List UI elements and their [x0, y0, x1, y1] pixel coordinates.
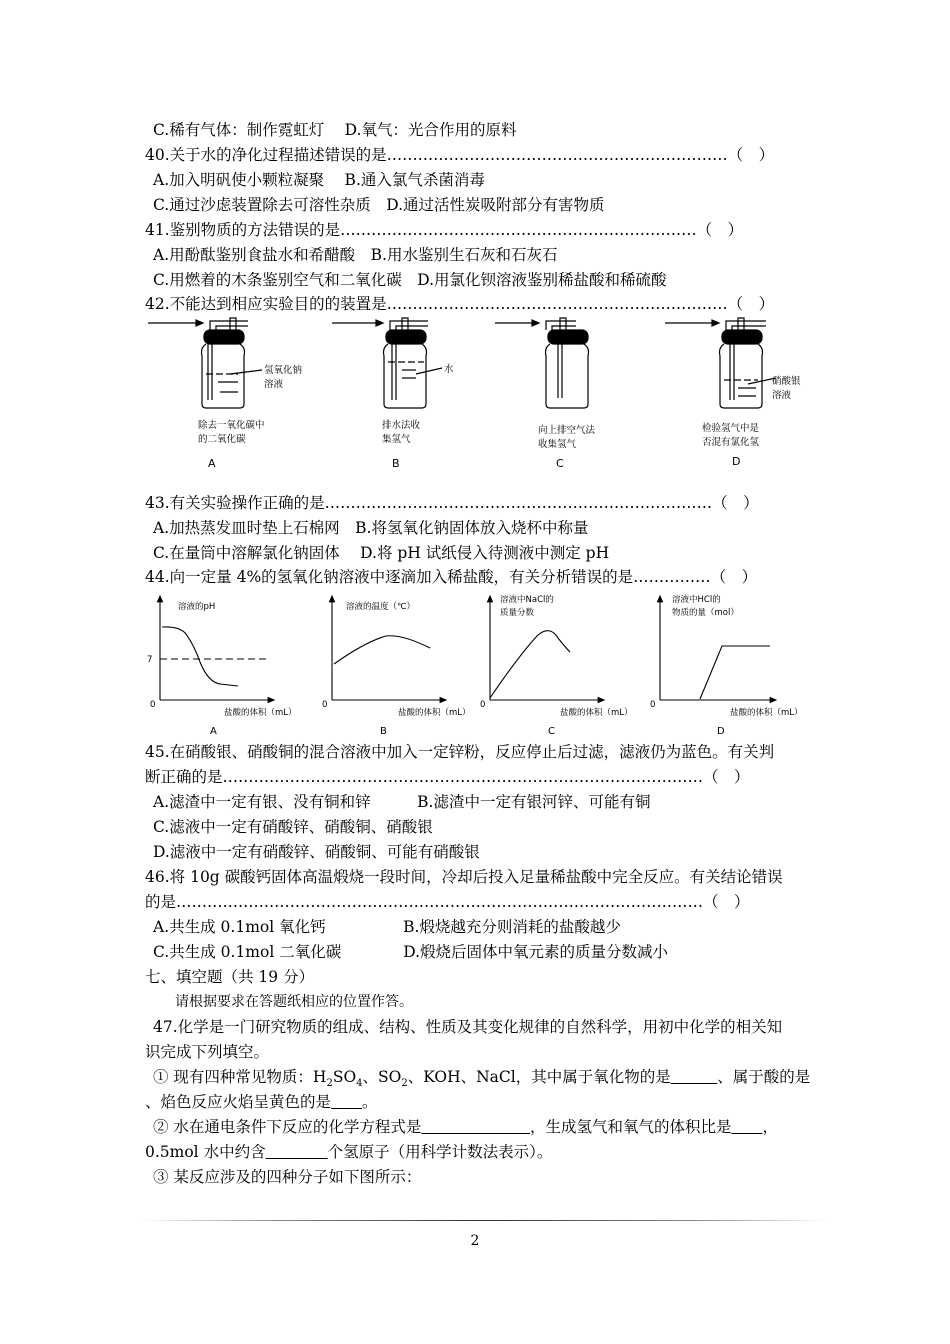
device-b-liquid: 水 [444, 364, 454, 375]
graph-d-origin: 0 [650, 700, 656, 710]
q45-stem-cont: 断正确的是…………………………………………………………………………………（ ） [145, 768, 750, 786]
q46-options-cd: C.共生成 0.1mol 二氧化碳 D.煅烧后固体中氧元素的质量分数减小 [153, 943, 669, 961]
device-a-caption2: 的二氧化碳 [198, 434, 246, 445]
q42-apparatus-figure [140, 312, 820, 477]
q41-options-cd: C.用燃着的木条鉴别空气和二氧化碳 D.用氯化钡溶液鉴别稀盐酸和稀硫酸 [153, 271, 667, 289]
q47-part2: ② 水在通电条件下反应的化学方程式是 ，生成氢气和氧气的体积比是 ， [153, 1118, 778, 1136]
blank-equation[interactable] [421, 1118, 530, 1136]
q43-options-cd: C.在量筒中溶解氯化钠固体 D.将 pH 试纸侵入待测液中测定 pH [153, 544, 610, 562]
graph-a-origin: 0 [150, 700, 156, 710]
q45-options-ab: A.滤渣中一定有银、没有铜和锌 B.滤渣中一定有银河锌、可能有铜 [153, 793, 651, 811]
device-a-liquid2: 溶液 [264, 379, 284, 390]
graph-c-curve [490, 631, 570, 698]
q45-stem: 45.在硝酸银、硝酸铜的混合溶液中加入一定锌粉，反应停止后过滤，滤液仍为蓝色。有关判 [145, 743, 775, 761]
graph-b-ylabel: 溶液的温度（℃） [346, 602, 416, 612]
graph-a-xlabel: 盐酸的体积（mL） [224, 708, 297, 718]
footer-rule [140, 1220, 830, 1221]
q47-stem: 47.化学是一门研究物质的组成、结构、性质及其变化规律的自然科学，用初中化学的相关知 [153, 1018, 783, 1036]
device-a-liquid: 氢氧化钠 [264, 365, 303, 376]
q42-stem: 42.不能达到相应实验目的的装置是…………………………………………………………（ ） [145, 295, 775, 313]
q46-options-ab: A.共生成 0.1mol 氧化钙 B.煅烧越充分则消耗的盐酸越少 [153, 918, 621, 936]
q47-part1: ① 现有四种常见物质：$H_2SO_4$、$SO_2$、KOH、NaCl，其中属于氧化物的是 、属于酸的是 [153, 1068, 811, 1090]
graph-b-curve [334, 636, 430, 664]
graph-b-origin: 0 [322, 700, 328, 710]
device-d-caption2: 否混有氯化氢 [702, 437, 760, 448]
graph-d-ylabel: 溶液中HCl的 [672, 595, 721, 605]
q39-options-cd: C.稀有气体：制作霓虹灯 D.氧气：光合作用的原料 [153, 121, 517, 139]
device-c [495, 318, 589, 408]
device-b-caption2: 集氢气 [382, 434, 411, 445]
q47-part3: ③ 某反应涉及的四种分子如下图所示： [153, 1168, 422, 1186]
device-b [332, 318, 442, 408]
blank-atoms[interactable] [266, 1143, 328, 1161]
q40-options-cd: C.通过沙虑装置除去可溶性杂质 D.通过活性炭吸附部分有害物质 [153, 196, 605, 214]
q47-part1-cont: 、焰色反应火焰呈黄色的是 。 [145, 1093, 378, 1111]
q44-graphs-figure [140, 590, 820, 740]
device-d-letter: D [732, 455, 741, 468]
q43-options-ab: A.加热蒸发皿时垫上石棉网 B.将氢氧化钠固体放入烧杯中称量 [153, 519, 589, 537]
graph-c-xlabel: 盐酸的体积（mL） [560, 708, 633, 718]
device-d-liquid: 硝酸银 [772, 376, 801, 387]
blank-flame[interactable] [331, 1093, 362, 1111]
q43-stem: 43.有关实验操作正确的是…………………………………………………………………（ ） [145, 494, 759, 512]
q40-options-ab: A.加入明矾使小颗粒凝聚 B.通入氯气杀菌消毒 [153, 171, 485, 189]
device-a [148, 318, 262, 408]
graph-d-letter: D [717, 726, 725, 737]
page-number: 2 [470, 1233, 480, 1249]
q47-stem-cont: 识完成下列填空。 [145, 1043, 270, 1061]
device-c-letter: C [556, 457, 564, 470]
device-a-letter: A [208, 457, 216, 470]
graph-d-ylabel2: 物质的量（mol） [672, 608, 739, 618]
graph-c-origin: 0 [480, 700, 486, 710]
graph-c-letter: C [548, 726, 555, 737]
device-b-caption1: 排水法收 [382, 420, 421, 431]
graph-b-letter: B [380, 726, 387, 737]
section-7-title: 七、填空题（共 19 分） [145, 968, 315, 986]
q44-stem: 44.向一定量 4%的氢氧化钠溶液中逐滴加入稀盐酸，有关分析错误的是……………（ ） [145, 568, 758, 586]
q45-option-d: D.滤液中一定有硝酸锌、硝酸铜、可能有硝酸银 [153, 843, 480, 861]
device-d-caption1: 检验氢气中是 [702, 423, 760, 434]
blank-oxide[interactable] [671, 1068, 718, 1086]
q46-stem-cont: 的是…………………………………………………………………………………………（ ） [145, 893, 750, 911]
graph-a-ylabel: 溶液的pH [178, 602, 216, 612]
q41-options-ab: A.用酚酞鉴别食盐水和希醋酸 B.用水鉴别生石灰和石灰石 [153, 246, 558, 264]
q40-stem: 40.关于水的净化过程描述错误的是…………………………………………………………（ ） [145, 146, 775, 164]
graph-d-curve [700, 646, 770, 699]
graph-a-curve [162, 627, 238, 686]
q47-part2-cont: 0.5mol 水中约含 个氢原子（用科学计数法表示）。 [145, 1143, 553, 1161]
device-c-caption1: 向上排空气法 [538, 425, 596, 436]
device-a-caption1: 除去一氧化碳中 [198, 420, 265, 431]
graph-b-xlabel: 盐酸的体积（mL） [398, 708, 471, 718]
graph-a-letter: A [210, 726, 217, 737]
q45-option-c: C.滤液中一定有硝酸锌、硝酸铜、硝酸银 [153, 818, 433, 836]
graph-c-ylabel2: 质量分数 [500, 608, 535, 618]
blank-ratio[interactable] [731, 1118, 762, 1136]
graph-c-ylabel: 溶液中NaCl的 [500, 595, 554, 605]
graph-a-tick: 7 [147, 655, 153, 665]
device-b-letter: B [392, 457, 400, 470]
section-7-note: 请根据要求在答题纸相应的位置作答。 [175, 994, 413, 1010]
graph-d-xlabel: 盐酸的体积（mL） [730, 708, 803, 718]
device-c-caption2: 收集氢气 [538, 439, 577, 450]
device-d [665, 318, 776, 408]
device-d-liquid2: 溶液 [772, 390, 792, 401]
q41-stem: 41.鉴别物质的方法错误的是……………………………………………………………（ ） [145, 221, 744, 239]
q46-stem: 46.将 10g 碳酸钙固体高温煅烧一段时间，冷却后投入足量稀盐酸中完全反应。有关结论错误 [145, 868, 783, 886]
